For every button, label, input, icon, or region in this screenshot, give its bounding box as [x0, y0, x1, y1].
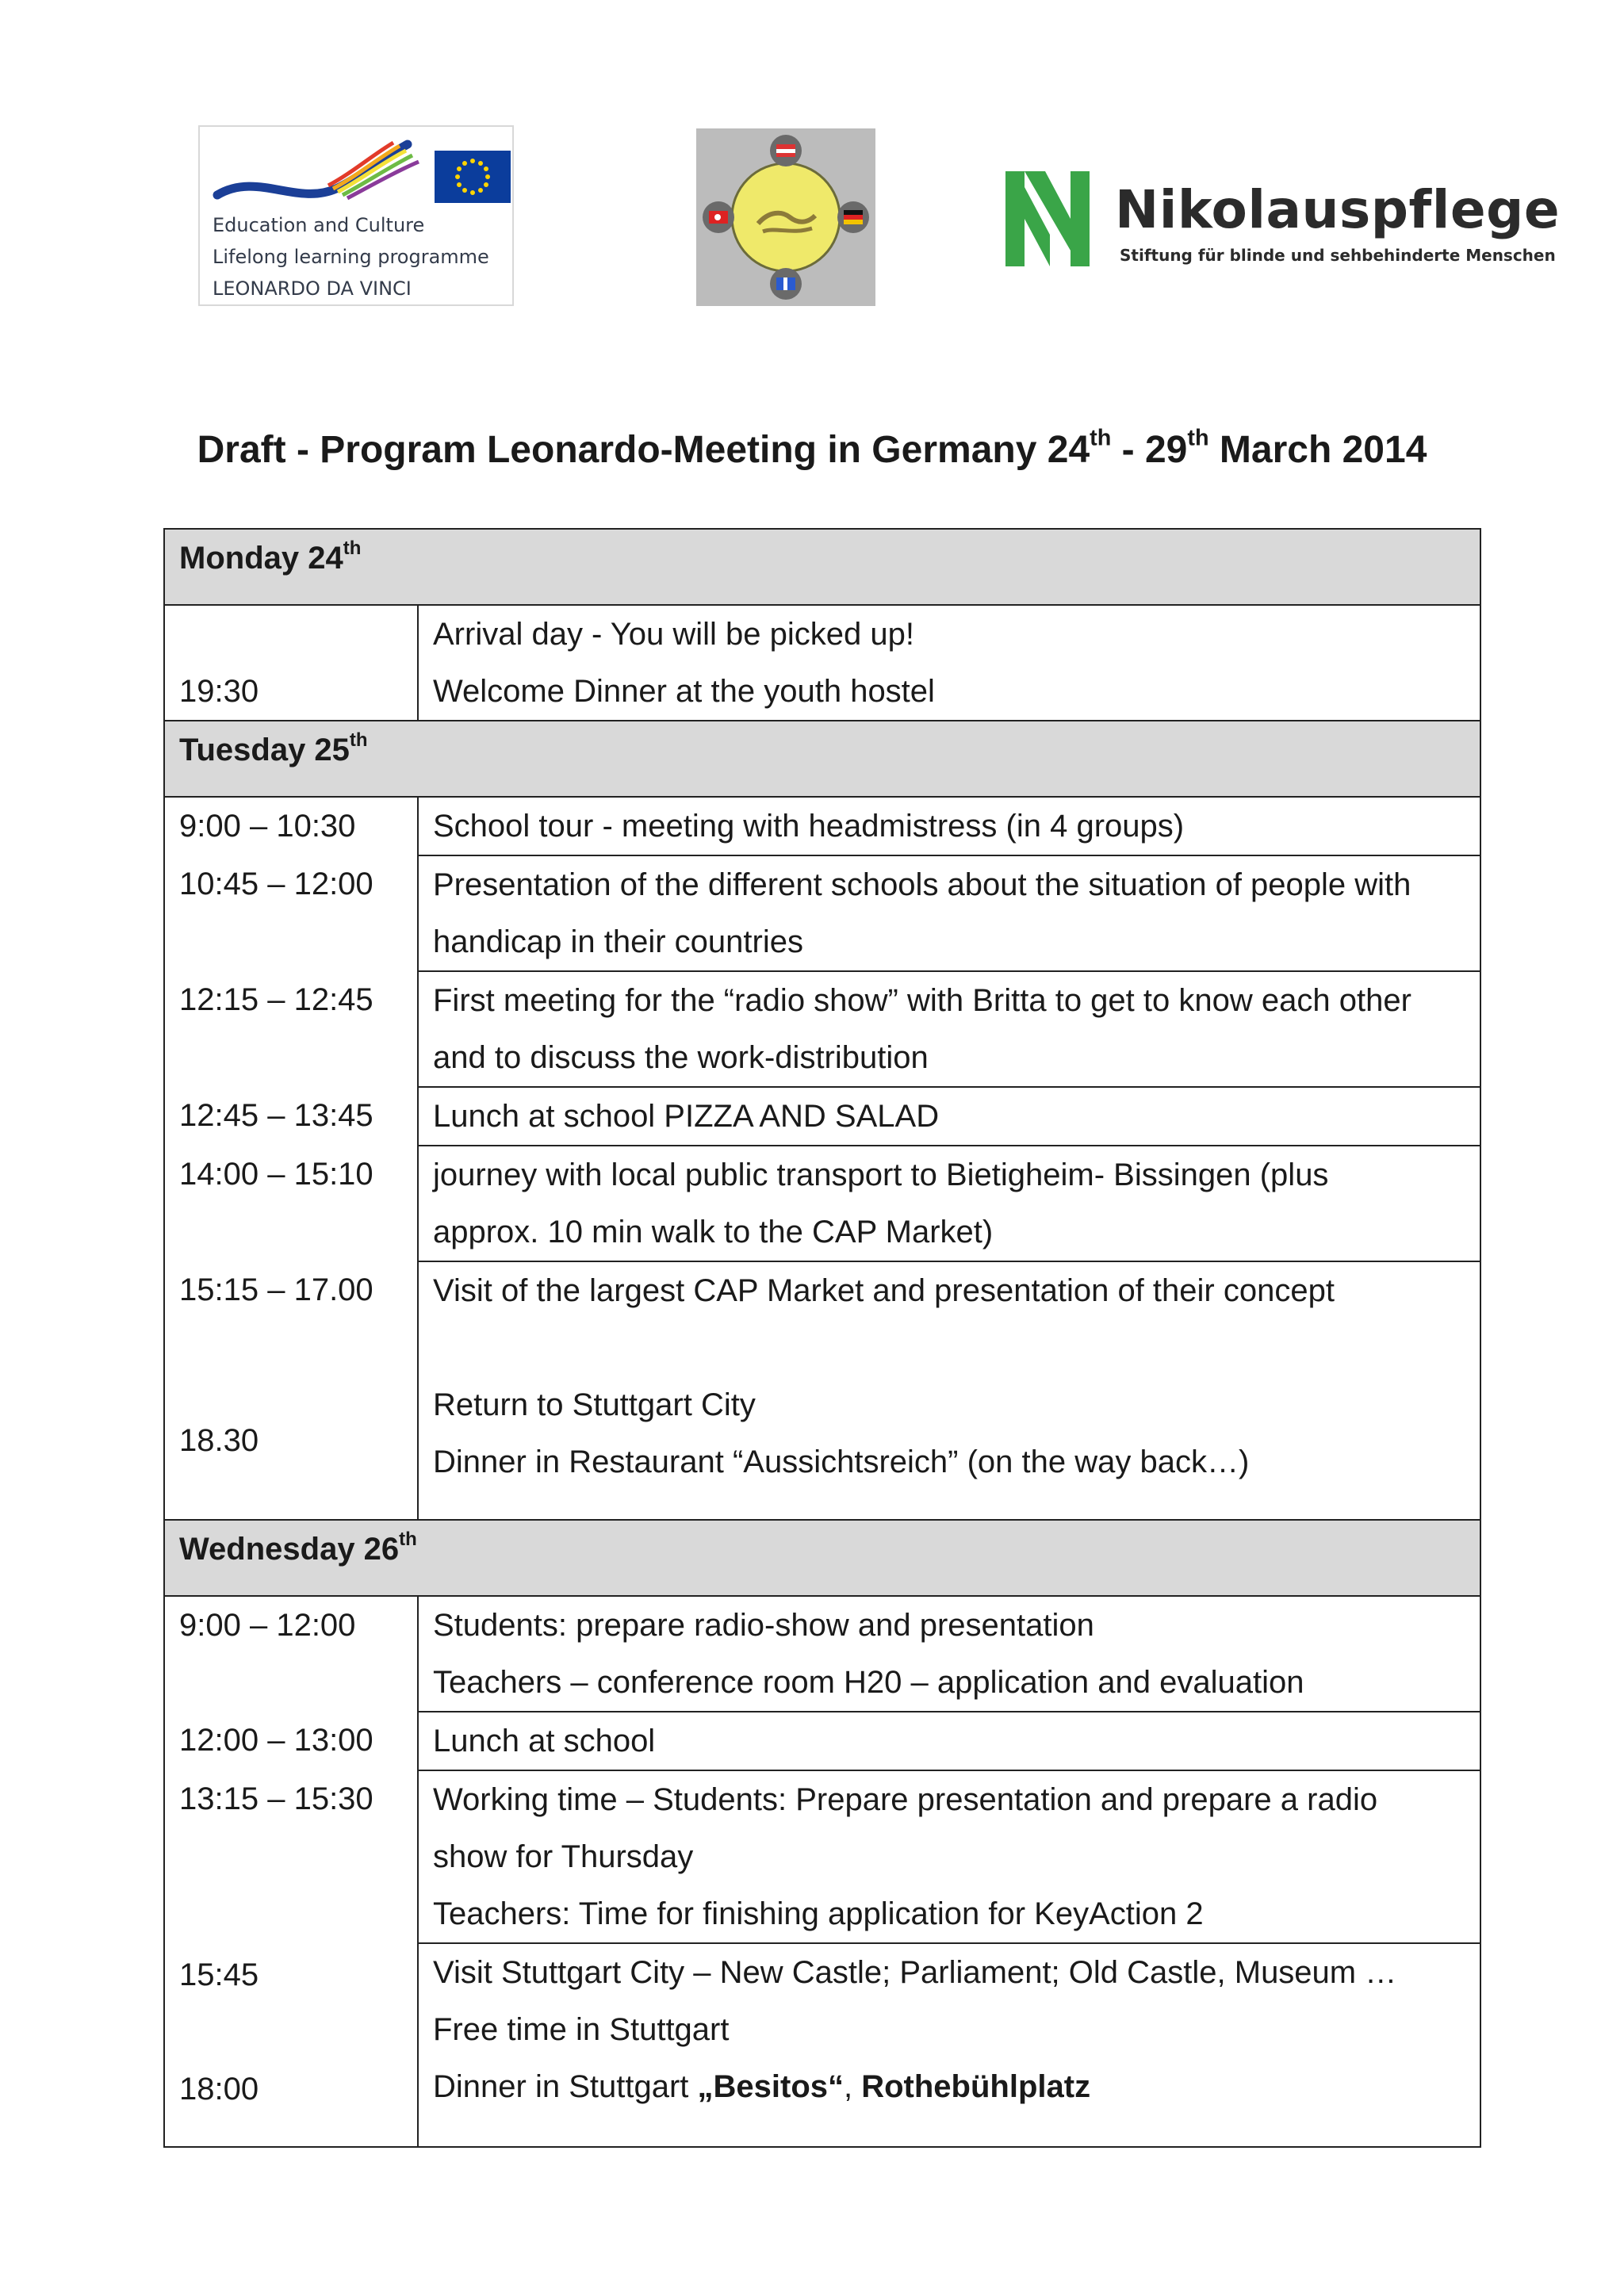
day-header-tuesday: [164, 721, 1480, 797]
time-slot: 12:00 – 13:00: [179, 1723, 373, 1758]
table-row: [164, 605, 1480, 721]
activity-line: handicap in their countries: [433, 924, 803, 959]
partnership-emblem-icon: [696, 128, 875, 306]
activity-line: Return to Stuttgart City: [433, 1387, 756, 1422]
activity-line: Dinner in Restaurant “Aussichtsreich” (on the way back…): [433, 1445, 1250, 1479]
eu-logo-line: Education and Culture: [213, 214, 425, 236]
nikolauspflege-subtitle: Stiftung für blinde und sehbehinderte Menschen: [1120, 246, 1556, 265]
time-slot: 18.30: [179, 1423, 259, 1458]
time-slot: 9:00 – 10:30: [179, 809, 356, 844]
table-row: [164, 1146, 1480, 1261]
table-row: [164, 1712, 1480, 1770]
table-row: [164, 1943, 1480, 2147]
title-sup: th: [1090, 425, 1112, 451]
table-row: [164, 1770, 1480, 1943]
table-row: [164, 971, 1480, 1087]
day-sup: th: [399, 1529, 417, 1550]
restaurant-name: „Besitos“: [697, 2069, 844, 2104]
restaurant-location: Rothebühlplatz: [861, 2069, 1091, 2104]
activity-line: Visit Stuttgart City – New Castle; Parliament; Old Castle, Museum …: [433, 1955, 1397, 1990]
table-row: [164, 855, 1480, 971]
time-slot: 13:15 – 15:30: [179, 1781, 373, 1816]
activity-line: approx. 10 min walk to the CAP Market): [433, 1215, 994, 1249]
dinner-line: [433, 2058, 1465, 2115]
table-row: [164, 1596, 1480, 1712]
day-sup: th: [349, 729, 368, 751]
time-slot: 12:45 – 13:45: [179, 1098, 373, 1133]
title-middle: - 29: [1111, 429, 1188, 471]
nikolauspflege-name: Nikolauspflege: [1115, 179, 1561, 240]
activity-line: Teachers – conference room H20 – application and evaluation: [433, 1665, 1304, 1700]
day-label: Wednesday 26: [179, 1532, 400, 1567]
activity-line: Presentation of the different schools about the situation of people with: [433, 867, 1411, 902]
activity-line: show for Thursday: [433, 1839, 694, 1874]
activity-line: School tour - meeting with headmistress (in 4 groups): [433, 809, 1185, 844]
title-suffix: March 2014: [1208, 429, 1427, 471]
page-title: [0, 425, 1624, 472]
nikolauspflege-logo: [1001, 166, 1561, 277]
time-slot: 12:15 – 12:45: [179, 982, 373, 1017]
activity-line: Lunch at school: [433, 1724, 656, 1758]
time-slot: 18:00: [179, 2072, 259, 2107]
nikolauspflege-mark-icon: [1001, 166, 1094, 271]
day-sup: th: [343, 538, 362, 559]
eu-logo-line: Lifelong learning programme: [213, 246, 489, 268]
eu-lifelong-learning-logo: [198, 125, 514, 306]
table-row: [164, 1261, 1480, 1520]
table-row: [164, 797, 1480, 855]
day-label: Monday 24: [179, 541, 343, 576]
activity-line: Working time – Students: Prepare presentation and prepare a radio: [433, 1782, 1378, 1817]
activity-line: Students: prepare radio-show and presentation: [433, 1608, 1094, 1643]
time-slot: 10:45 – 12:00: [179, 867, 373, 901]
activity-line: Welcome Dinner at the youth hostel: [433, 674, 935, 709]
eu-flag-icon: [435, 151, 511, 203]
activity-line: Free time in Stuttgart: [433, 2012, 730, 2047]
eu-logo-line: LEONARDO DA VINCI: [213, 277, 412, 300]
time-slot: 15:15 – 17.00: [179, 1272, 373, 1307]
day-header-monday: [164, 529, 1480, 605]
day-label: Tuesday 25: [179, 733, 350, 767]
activity-line: First meeting for the “radio show” with Britta to get to know each other: [433, 983, 1411, 1018]
activity-line: journey with local public transport to Bietigheim- Bissingen (plus: [433, 1158, 1329, 1192]
title-prefix: Draft - Program Leonardo-Meeting in Germany 24: [197, 429, 1090, 471]
activity-line: Teachers: Time for finishing application for KeyAction 2: [433, 1896, 1204, 1931]
time-slot: 15:45: [179, 1957, 259, 1992]
table-row: [164, 1087, 1480, 1146]
activity-line: Arrival day - You will be picked up!: [433, 617, 914, 652]
time-slot: 14:00 – 15:10: [179, 1157, 373, 1192]
title-sup: th: [1187, 425, 1209, 451]
leonardo-swoosh-icon: [209, 133, 431, 220]
activity-line: and to discuss the work-distribution: [433, 1040, 929, 1075]
program-table: [163, 528, 1481, 2148]
activity-line: Lunch at school PIZZA AND SALAD: [433, 1099, 940, 1134]
time-slot: 19:30: [179, 674, 259, 709]
activity-line: Visit of the largest CAP Market and presentation of their concept: [433, 1273, 1335, 1308]
dinner-separator: ,: [844, 2069, 862, 2104]
dinner-text: Dinner in Stuttgart: [433, 2069, 698, 2104]
time-slot: 9:00 – 12:00: [179, 1608, 356, 1643]
day-header-wednesday: [164, 1520, 1480, 1596]
